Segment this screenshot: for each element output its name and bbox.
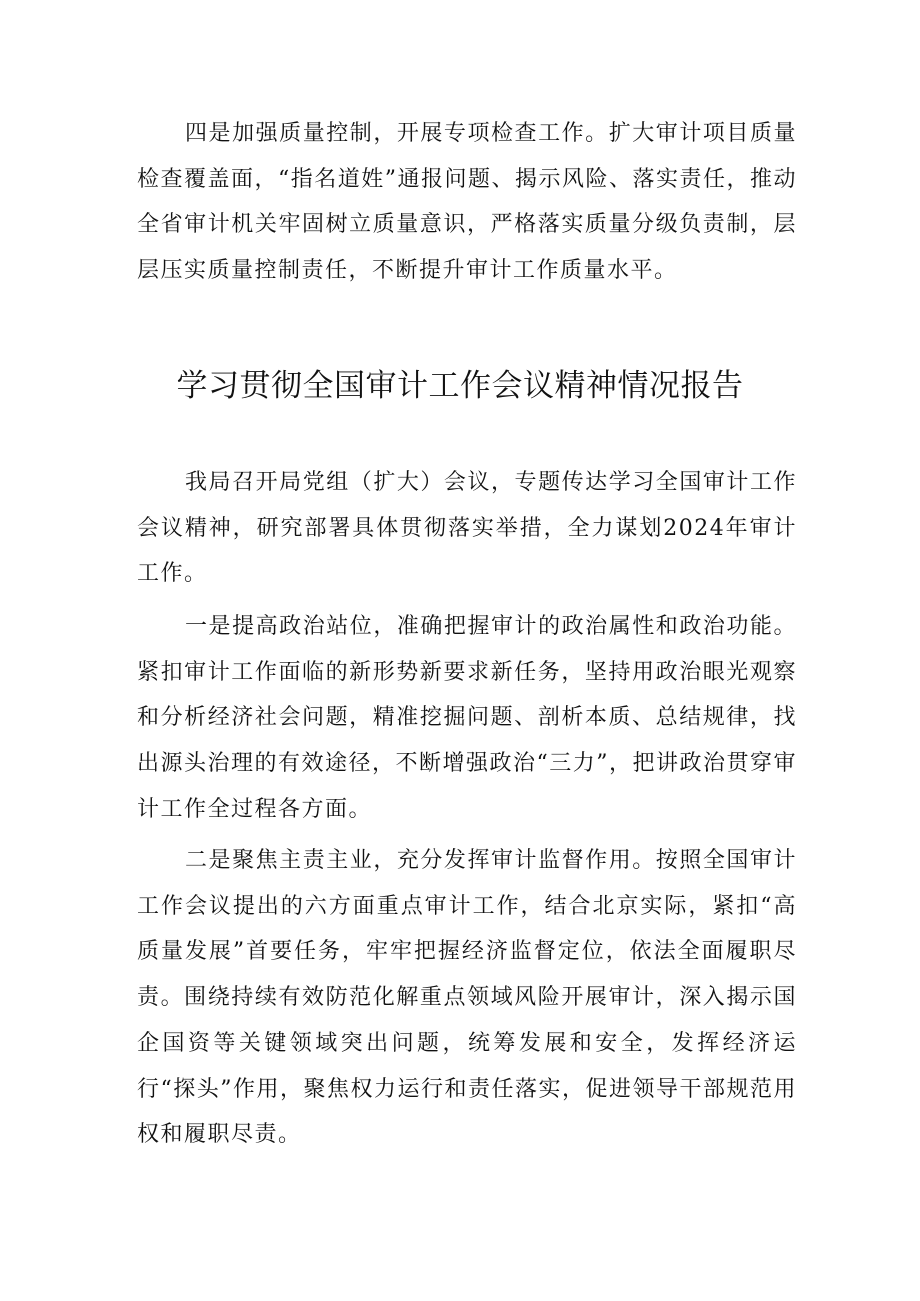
body-paragraph-political-stance: 一是提高政治站位，准确把握审计的政治属性和政治功能。紧扣审计工作面临的新形势新要求新任务，坚持用政治眼光观察和分析经济社会问题，精准挖掘问题、剖析本质、总结规律，找出源头治理的有效途径，不断增强政治“三力”，把讲政治贯穿审计工作全过程各方面。 (137, 614, 797, 822)
intro-paragraph: 四是加强质量控制，开展专项检查工作。扩大审计项目质量检查覆盖面，“指名道姓”通报问题、揭示风险、落实责任，推动全省审计机关牢固树立质量意识，严格落实质量分级负责制，层层压实质量控制责任，不断提升审计工作质量水平。 (137, 121, 797, 284)
report-title: 学习贯彻全国审计工作会议精神情况报告 (176, 368, 744, 404)
body-paragraph-meeting: 我局召开局党组（扩大）会议，专题传达学习全国审计工作会议精神，研究部署具体贯彻落实举措，全力谋划2024年审计工作。 (137, 470, 797, 587)
body-paragraph-core-duties: 二是聚焦主责主业，充分发挥审计监督作用。按照全国审计工作会议提出的六方面重点审计工作，结合北京实际，紧扣“高质量发展”首要任务，牢牢把握经济监督定位，依法全面履职尽责。围绕持续有效防范化解重点领域风险开展审计，深入揭示国企国资等关键领域突出问题，统筹发展和安全，发挥经济运行“探头”作用，聚焦权力运行和责任落实，促进领导干部规范用权和履职尽责。 (137, 848, 797, 1148)
